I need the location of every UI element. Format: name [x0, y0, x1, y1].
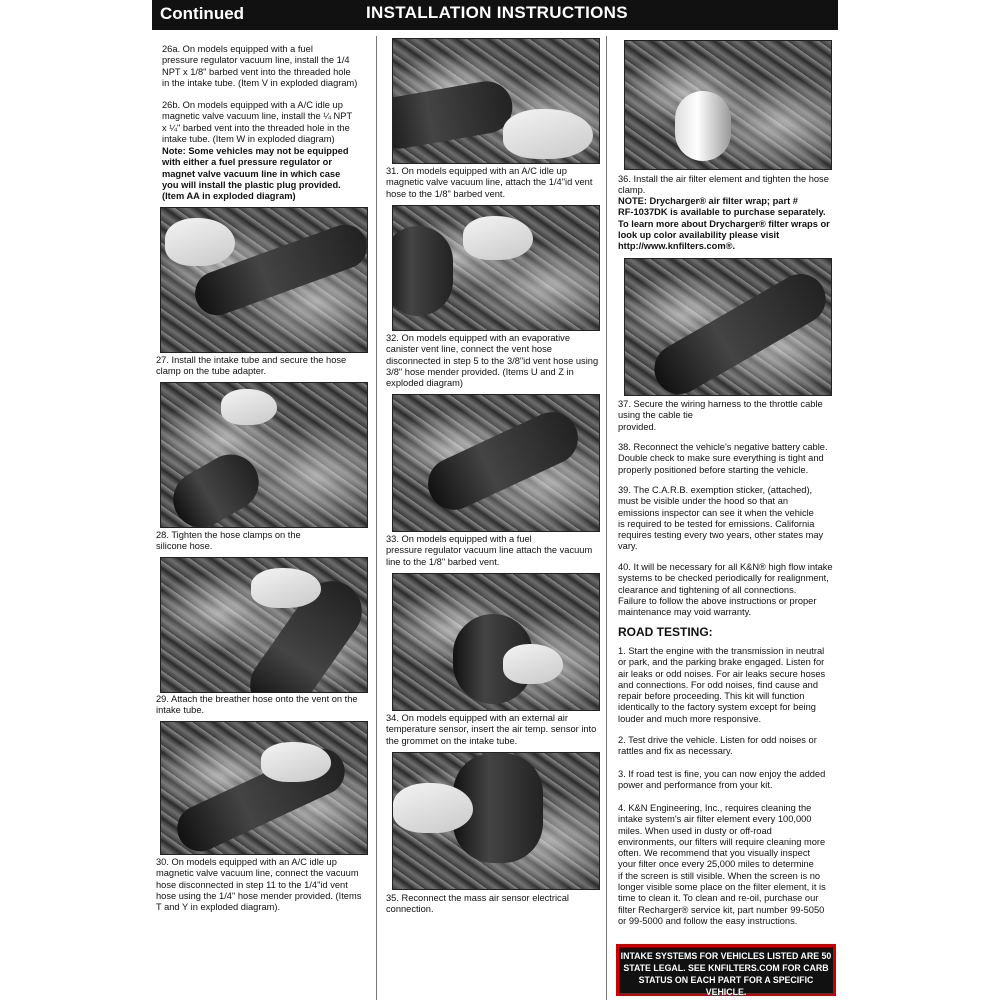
step-26a-text: 26a. On models equipped with a fuel pressure regulator vacuum line, install the 1/4 NPT x 1/8" barbed vent into the threaded hole in the intake tube. (Item V in exploded diagram): [162, 44, 358, 88]
step-35-photo: [392, 752, 600, 890]
step-39-text: 39. The C.A.R.B. exemption sticker, (attached), must be visible under the hood so that an emissions inspector can see it when the vehicle is required to be tested for emissions. California requires testing every two years, other states may vary.: [618, 485, 824, 552]
step-26b-text: 26b. On models equipped with a A/C idle up magnetic valve vacuum line, install the ¼ NPT x ¼" barbed vent into the threaded hole in the intake tube. (Item W in exploded diagram): [162, 100, 353, 144]
step-26-note: Note: Some vehicles may not be equipped with either a fuel pressure regulator or magnet valve vacuum line in which case you will install the plastic plug provided. (Item AA in exploded diagram): [162, 146, 349, 202]
step-29-text: 29. Attach the breather hose onto the vent on the intake tube.: [156, 694, 358, 716]
road-test-step-3: 3. If road test is fine, you can now enjoy the added power and performance from your kit.: [618, 769, 826, 791]
step-31-photo: [392, 38, 600, 164]
step-33-photo: [392, 394, 600, 532]
road-testing-heading: ROAD TESTING:: [618, 625, 713, 639]
step-38-text: 38. Reconnect the vehicle's negative battery cable. Double check to make sure everything is tight and properly positioned before starting the vehicle.: [618, 442, 828, 475]
step-36-photo: [624, 40, 832, 170]
road-test-step-1: 1. Start the engine with the transmission in neutral or park, and the parking brake engaged. Listen for air leaks or odd noises. For air leaks secure hoses and connections. For odd noises, find cause and repair before proceeding. This kit will function identically to the factory system except for being louder and much more responsive.: [618, 646, 826, 724]
page-title: INSTALLATION INSTRUCTIONS: [366, 3, 628, 22]
step-27-text: 27. Install the intake tube and secure the hose clamp on the tube adapter.: [156, 355, 347, 377]
column-divider-right: [606, 36, 607, 1000]
step-32-photo: [392, 205, 600, 331]
step-28-text: 28. Tighten the hose clamps on the silicone hose.: [156, 530, 301, 552]
step-32-text: 32. On models equipped with an evaporative canister vent line, connect the vent hose disconnected in step 5 to the 3/8"id vent hose using 3/8" hose mender provided. (Items U and Z in exploded diagram): [386, 333, 599, 389]
step-31-text: 31. On models equipped with an A/C idle up magnetic valve vacuum line, attach the 1/4"id vent hose to the 1/8" barbed vent.: [386, 166, 593, 199]
step-27-photo: [160, 207, 368, 353]
continued-label: Continued: [160, 4, 245, 23]
step-37-text: 37. Secure the wiring harness to the throttle cable using the cable tie provided.: [618, 399, 823, 432]
step-29-photo: [160, 557, 368, 693]
step-36-text: 36. Install the air filter element and tighten the hose clamp.: [618, 174, 829, 196]
step-30-photo: [160, 721, 368, 855]
column-divider-left: [376, 36, 377, 1000]
legal-notice-box: [616, 944, 836, 996]
step-33-text: 33. On models equipped with a fuel pressure regulator vacuum line attach the vacuum line to the 1/8" barbed vent.: [386, 534, 593, 567]
step-40-text: 40. It will be necessary for all K&N® high flow intake systems to be checked periodically for realignment, clearance and tightening of all connections. Failure to follow the above instructions or proper maintenance may void warranty.: [618, 562, 833, 618]
road-test-step-2: 2. Test drive the vehicle. Listen for odd noises or rattles and fix as necessary.: [618, 735, 817, 757]
legal-notice-text: INTAKE SYSTEMS FOR VEHICLES LISTED ARE 50 STATE LEGAL. SEE KNFILTERS.COM FOR CARB STATUS ON EACH PART FOR A SPECIFIC VEHICLE.: [620, 951, 832, 997]
step-35-text: 35. Reconnect the mass air sensor electrical connection.: [386, 893, 569, 915]
step-34-photo: [392, 573, 600, 711]
page-header: [152, 0, 838, 30]
road-test-step-4: 4. K&N Engineering, Inc., requires cleaning the intake system's air filter element every 100,000 miles. When used in dusty or off-road environments, our filters will require cleaning more often. We recommend that you visually inspect your filter once every 25,000 miles to determine if the screen is still visible. When the screen is no longer visible some place on the filter element, it is time to clean it. To clean and re-oil, purchase our filter Recharger® service kit, part number 99-5050 or 99-5000 and follow the easy instructions.: [618, 803, 826, 926]
step-37-photo: [624, 258, 832, 396]
step-34-text: 34. On models equipped with an external air temperature sensor, insert the air temp. sensor into the grommet on the intake tube.: [386, 713, 597, 746]
step-30-text: 30. On models equipped with an A/C idle up magnetic valve vacuum line, connect the vacuum hose disconnected in step 11 to the 1/4"id vent hose using the 1/4" hose mender provided. (Items T and Y in exploded diagram).: [156, 857, 362, 913]
step-36-note: NOTE: Drycharger® air filter wrap; part # RF-1037DK is available to purchase separately. To learn more about Drycharger® filter wraps or look up color availability please visit http://www.knfilters.com®.: [618, 196, 830, 252]
step-28-photo: [160, 382, 368, 528]
